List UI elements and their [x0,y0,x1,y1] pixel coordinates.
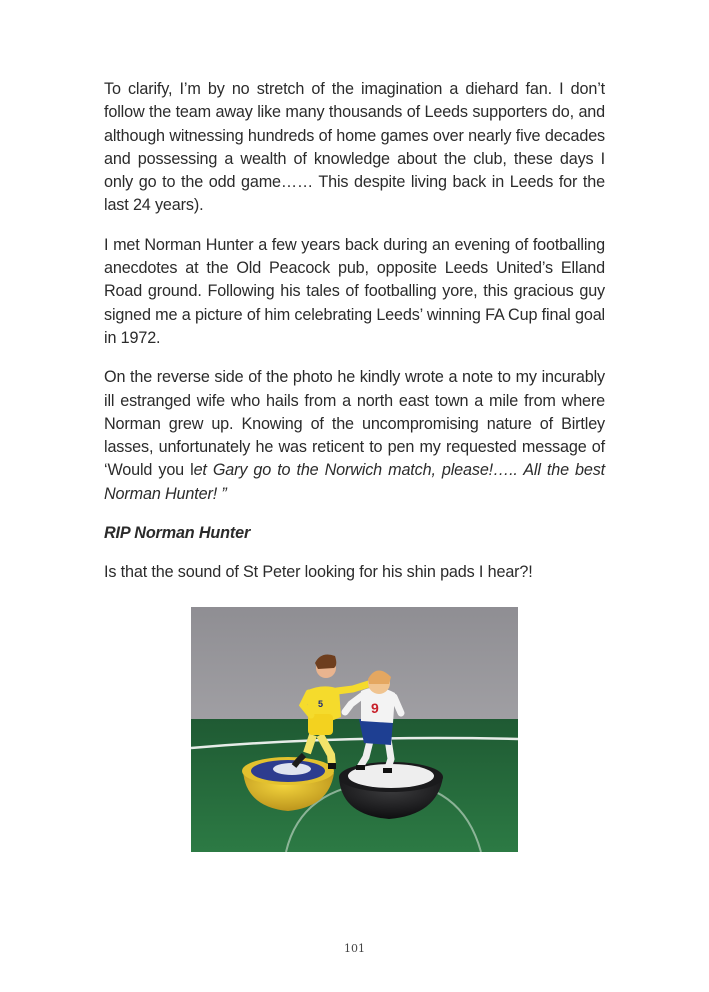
yellow-player-number: 5 [318,699,324,709]
paragraph-clarify: To clarify, I’m by no stretch of the imagination a diehard fan. I don’t follow the team away like many thousands of Leeds supporters do, and although witnessing hundreds of home games over nearly five decades and possessing a wealth of knowledge about the club, these days I only go to the odd game…… This despite living back in Leeds for the last 24 years). [104,80,605,215]
page-number: 101 [344,942,365,955]
paragraph-met-norman: I met Norman Hunter a few years back during an evening of footballing anecdotes at the Old Peacock pub, opposite Leeds United’s Elland Road ground. Following his tales of footballing yore, this gracious guy signed me a picture of him celebrating Leeds’ winning FA Cup final goal in 1972. [104,235,605,347]
paragraph-reverse-side [104,366,605,506]
body-text [104,78,605,601]
subbuteo-photo [191,607,518,852]
rip-heading: RIP Norman Hunter [104,524,251,543]
paragraph-reverse-side-text: On the reverse side of the photo he kindly wrote a note to my incurably ill estranged wife who hails from a north east town a mile from where Norman grew up. Knowing of the uncompromising nature of Birtley lasses, unfortunately he was reticent to pen my requested message of ‘Would you l [104,368,605,480]
paragraph-reverse-side-quote: et Gary go to the Norwich match, please!….. All the best Norman Hunter! ” [104,461,606,503]
paragraph-st-peter: Is that the sound of St Peter looking for his shin pads I hear?! [104,563,533,582]
white-player-number: 9 [371,700,379,716]
